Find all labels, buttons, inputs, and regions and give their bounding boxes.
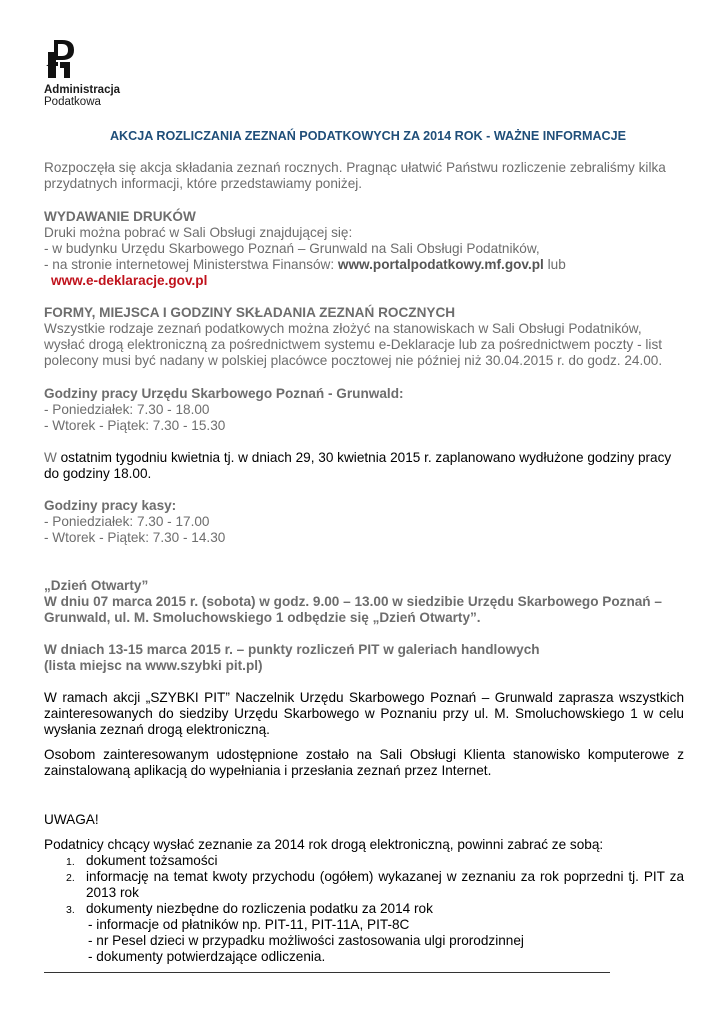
druki-line1: Druki można pobrać w Sali Obsługi znajdującej się:: [44, 225, 353, 240]
logo-line2: Podatkowa: [44, 96, 101, 108]
logo: [44, 38, 121, 108]
formy-heading: FORMY, MIEJSCA I GODZINY SKŁADANIA ZEZNAŃ ROCZNYCH: [44, 305, 456, 320]
list-item: [44, 869, 684, 901]
section-dzien-otwarty: [44, 578, 684, 626]
druki-line3-suffix: lub: [543, 257, 566, 272]
godziny-kasy-line2: - Wtorek - Piątek: 7.30 - 14.30: [44, 530, 226, 545]
ostatni-text1: ostatnim tygodniu kwietnia tj. w dniach 29, 30 kwietnia 2015 r. zaplanowano wydłużone godziny pracy: [56, 450, 672, 465]
intro-paragraph: Rozpoczęła się akcja składania zeznań rocznych. Pragnąc ułatwić Państwu rozliczenie zebraliśmy kilka przydatnych informacji, które przedstawiamy poniżej.: [44, 160, 666, 191]
godziny-kasy-line1: - Poniedziałek: 7.30 - 17.00: [44, 514, 210, 529]
szybki-pit-paragraph: W ramach akcji „SZYBKI PIT” Naczelnik Urzędu Skarbowego Poznań – Grunwald zaprasza wszystkich zainteresowanych do siedziby Urzędu Skarbowego w Poznaniu przy ul. M. Smoluchowskiego 1 w celu wysłania zeznań drogą elektroniczną.: [44, 690, 684, 737]
dzien-otwarty-heading: „Dzień Otwarty”: [44, 578, 149, 593]
ostatni-line2: do godziny 18.00.: [44, 466, 152, 481]
list-item-number: 1.: [66, 856, 75, 868]
ostatni-line1: [44, 450, 684, 466]
dzien-otwarty-line1: W dniu 07 marca 2015 r. (sobota) w godz. 9.00 – 13.00 w siedzibie Urzędu Skarbowego Poznań –: [44, 594, 662, 609]
uwaga-intro: Podatnicy chcący wysłać zeznanie za 2014 rok drogą elektroniczną, powinni zabrać ze sobą:: [44, 837, 604, 852]
uwaga-list: [44, 853, 684, 917]
galerie-line1: W dniach 13-15 marca 2015 r. – punkty rozliczeń PIT w galeriach handlowych: [44, 642, 540, 657]
druki-line2: - w budynku Urzędu Skarbowego Poznań – Grunwald na Sali Obsługi Podatników,: [44, 241, 540, 256]
section-formy: [44, 305, 684, 369]
list-item-number: 2.: [66, 872, 75, 884]
list-item: [44, 901, 684, 917]
section-ostatni-tydzien: [44, 450, 684, 482]
ostatni-w: W: [44, 450, 57, 465]
stanowisko-paragraph: Osobom zainteresowanym udostępnione zostało na Sali Obsługi Klienta stanowisko komputerowe z zainstalowaną aplikacją do wypełniania i przesłania zeznań przez Internet.: [44, 747, 684, 778]
portalpodatkowy-link[interactable]: www.portalpodatkowy.mf.gov.pl: [337, 257, 544, 272]
galerie-line2: (lista miejsc na www.szybki pit.pl): [44, 658, 263, 673]
sub-item: - dokumenty potwierdzające odliczenia.: [88, 949, 326, 964]
section-uwaga: [44, 812, 684, 965]
sub-item: - informacje od płatników np. PIT-11, PIT-11A, PIT-8C: [88, 917, 410, 932]
list-item-text: informację na temat kwoty przychodu (ogółem) wykazanej w zeznaniu za rok poprzedni tj. PIT za 2013 rok: [86, 869, 684, 900]
administracja-podatkowa-logo-icon: [44, 38, 80, 80]
druki-line3: [44, 257, 684, 273]
list-item-number: 3.: [66, 904, 75, 916]
section-galerie: [44, 642, 684, 674]
druki-heading: WYDAWANIE DRUKÓW: [44, 209, 196, 224]
list-item-text: dokument tożsamości: [86, 853, 218, 868]
logo-line1: Administracja: [44, 84, 121, 96]
footer-divider: [44, 972, 610, 973]
sub-item: - nr Pesel dzieci w przypadku możliwości zastosowania ulgi prorodzinnej: [88, 933, 524, 948]
godziny-kasy-heading: Godziny pracy kasy:: [44, 498, 177, 513]
e-deklaracje-link[interactable]: www.e-deklaracje.gov.pl: [51, 273, 208, 288]
formy-text: Wszystkie rodzaje zeznań podatkowych można złożyć na stanowiskach w Sali Obsługi Podatników, wysłać drogą elektroniczną za pośrednictwem systemu e-Deklaracje lub za pośrednictwem poczty - list polecony musi być nadany w polskiej placówce pocztowej nie później niż 30.04.2015 r. do godz. 24.00.: [44, 321, 663, 368]
godziny-urzedu-heading: Godziny pracy Urzędu Skarbowego Poznań - Grunwald:: [44, 386, 404, 401]
godziny-urzedu-line2: - Wtorek - Piątek: 7.30 - 15.30: [44, 418, 226, 433]
page-title: AKCJA ROZLICZANIA ZEZNAŃ PODATKOWYCH ZA 2014 ROK - WAŻNE INFORMACJE: [109, 129, 627, 143]
godziny-urzedu-line1: - Poniedziałek: 7.30 - 18.00: [44, 402, 210, 417]
section-godziny-kasy: [44, 498, 684, 546]
list-item: [44, 853, 684, 869]
druki-line3-prefix: - na stronie internetowej Ministerstwa Finansów:: [44, 257, 338, 272]
list-item-text: dokumenty niezbędne do rozliczenia podatku za 2014 rok: [86, 901, 433, 916]
section-godziny-urzedu: [44, 386, 684, 434]
uwaga-heading: UWAGA!: [44, 812, 99, 827]
dzien-otwarty-line2: Grunwald, ul. M. Smoluchowskiego 1 odbędzie się „Dzień Otwarty”.: [44, 610, 481, 625]
section-druki: [44, 209, 684, 289]
document-body: [44, 128, 684, 965]
